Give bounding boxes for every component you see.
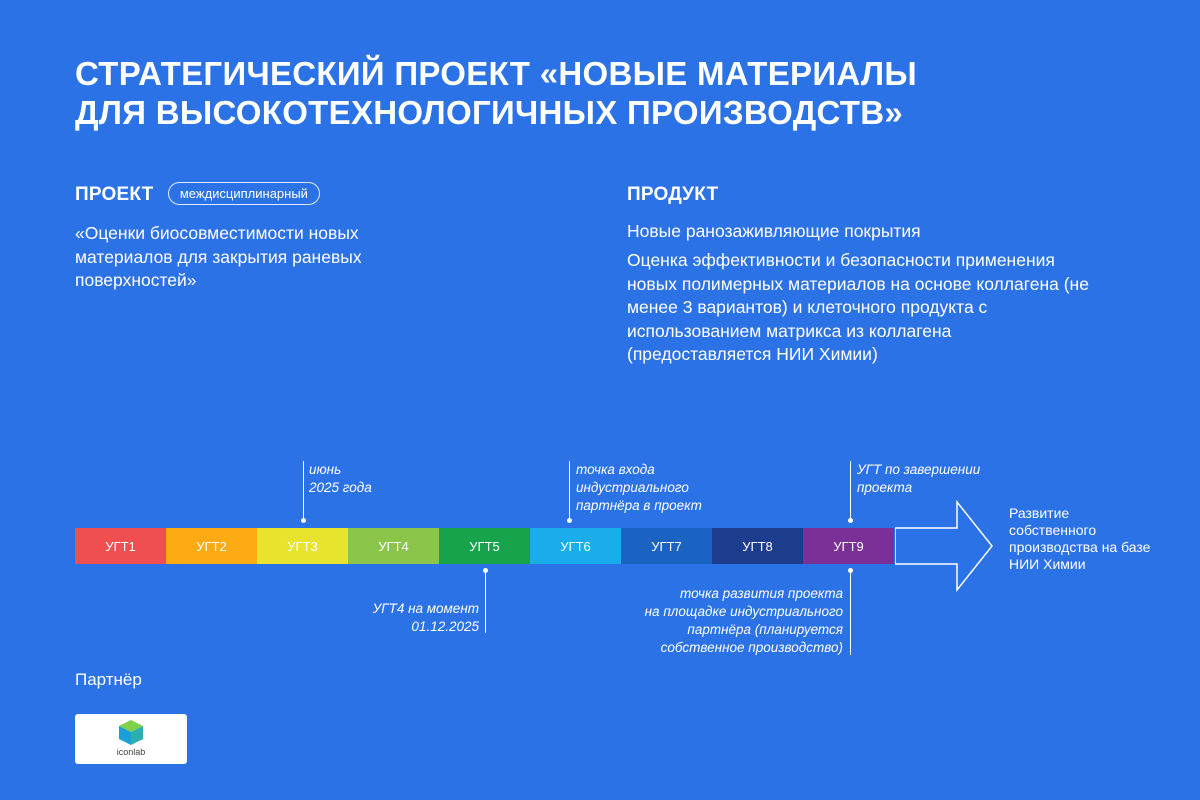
note-partner-entry: точка входа индустриального партнёра в проект — [576, 462, 702, 513]
title-line-1: СТРАТЕГИЧЕСКИЙ ПРОЕКТ «НОВЫЕ МАТЕРИАЛЫ — [75, 55, 917, 92]
tick-current — [485, 570, 486, 633]
title-line-2: ДЛЯ ВЫСОКОТЕХНОЛОГИЧНЫХ ПРОИЗВОДСТВ» — [75, 94, 904, 131]
ugt-stage-2: УГТ2 — [166, 528, 257, 564]
ugt-stage-1: УГТ1 — [75, 528, 166, 564]
note-current-ugt: УГТ4 на момент 01.12.2025 — [372, 601, 479, 634]
dot-final — [848, 518, 853, 523]
ugt-stage-5: УГТ5 — [439, 528, 530, 564]
note-final-ugt: УГТ по завершении проекта — [857, 462, 981, 495]
project-label: ПРОЕКТ — [75, 184, 154, 205]
tick-development — [850, 570, 851, 655]
ugt-stage-9: УГТ9 — [803, 528, 894, 564]
project-description: «Оценки биосовместимости новых материалов для закрытия раневых поверхностей» — [75, 223, 362, 290]
project-header — [75, 182, 320, 206]
note-june-2025: июнь 2025 года — [309, 462, 372, 495]
note-development: точка развития проекта на площадке индустриального партнёра (планируется собственное производство) — [644, 586, 843, 655]
tick-final — [850, 461, 851, 521]
product-description: Оценка эффективности и безопасности применения новых полимерных материалов на основе коллагена (не менее 3 вариантов) и клеточного продукта с использованием матрикса из коллагена (предоставляется НИИ Химии) — [627, 250, 1089, 364]
ugt-stage-4: УГТ4 — [348, 528, 439, 564]
tick-june — [303, 461, 304, 521]
dot-june — [301, 518, 306, 523]
ugt-stage-8: УГТ8 — [712, 528, 803, 564]
tick-partner-entry — [569, 461, 570, 521]
ugt-timeline — [75, 528, 894, 564]
ugt-stage-7: УГТ7 — [621, 528, 712, 564]
arrow-right-icon — [895, 500, 995, 592]
ugt-stage-6: УГТ6 — [530, 528, 621, 564]
partner-logo — [75, 714, 187, 764]
dot-partner-entry — [567, 518, 572, 523]
product-label: ПРОДУКТ — [627, 184, 719, 205]
product-title: Новые ранозаживляющие покрытия — [627, 221, 921, 241]
partner-label: Партнёр — [75, 670, 142, 689]
partner-logo-text: iconlab — [116, 747, 146, 757]
arrow-text: Развитие собственного производства на базе НИИ Химии — [1009, 505, 1151, 572]
ugt-stage-3: УГТ3 — [257, 528, 348, 564]
page-title — [75, 54, 1135, 132]
project-type-badge: междисциплинарный — [168, 182, 320, 205]
